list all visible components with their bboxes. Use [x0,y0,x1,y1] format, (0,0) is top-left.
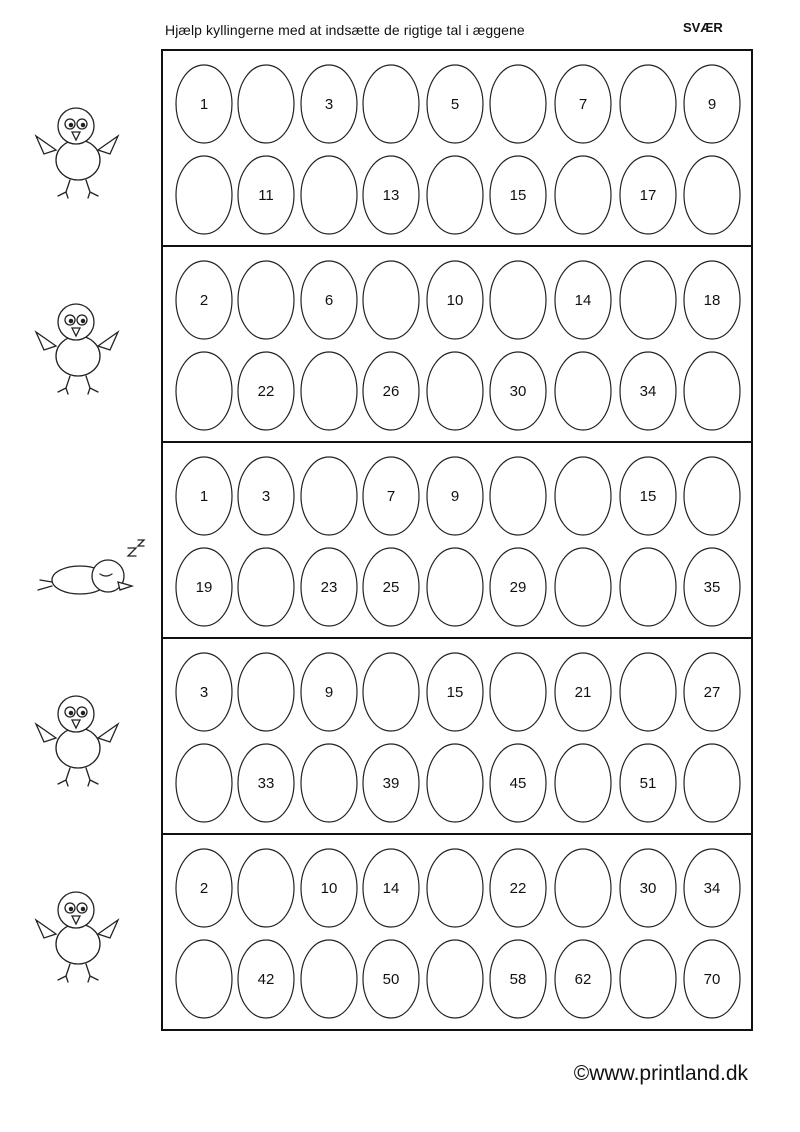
egg-outline [620,653,676,731]
egg-number: 14 [574,292,592,309]
number-egg [684,653,740,731]
egg-outline [684,457,740,535]
empty-egg[interactable] [684,156,740,234]
number-egg [238,744,294,822]
egg-outline [176,744,232,822]
empty-egg[interactable] [427,849,483,927]
egg-number: 30 [639,880,657,897]
egg-outline [490,457,546,535]
egg-outline [238,65,294,143]
number-egg [238,940,294,1018]
egg-number: 22 [509,880,527,897]
number-egg [684,261,740,339]
empty-egg[interactable] [490,653,546,731]
empty-egg[interactable] [301,744,357,822]
chick-icon [36,108,118,198]
egg-number: 14 [382,880,400,897]
egg-outline [555,849,611,927]
egg-outline [363,261,419,339]
egg-number: 30 [509,383,527,400]
number-egg [176,457,232,535]
egg-outline [620,548,676,626]
chick-icon [36,892,118,982]
number-egg [555,653,611,731]
number-egg [490,352,546,430]
number-egg [301,548,357,626]
egg-number: 21 [574,684,592,701]
number-egg [176,849,232,927]
number-egg [427,261,483,339]
empty-egg[interactable] [238,65,294,143]
egg-number: 17 [639,187,657,204]
egg-outline [684,352,740,430]
number-egg [427,65,483,143]
empty-egg[interactable] [490,457,546,535]
chick-illustrations [36,108,144,982]
empty-egg[interactable] [490,65,546,143]
egg-outline [427,744,483,822]
egg-outline [301,744,357,822]
number-egg [684,940,740,1018]
number-egg [238,352,294,430]
empty-egg[interactable] [555,548,611,626]
empty-egg[interactable] [620,940,676,1018]
egg-number: 15 [446,684,464,701]
egg-outline [620,940,676,1018]
egg-number: 10 [446,292,464,309]
egg-outline [176,940,232,1018]
chick-icon [36,304,118,394]
egg-outline [238,849,294,927]
egg-number: 27 [703,684,721,701]
chick-icon [38,540,144,594]
egg-outline [555,156,611,234]
empty-egg[interactable] [301,156,357,234]
empty-egg[interactable] [684,352,740,430]
egg-number: 35 [703,579,721,596]
number-egg [363,457,419,535]
egg-number: 18 [703,292,721,309]
egg-number: 22 [257,383,275,400]
empty-egg[interactable] [555,156,611,234]
number-egg [363,156,419,234]
number-egg [301,65,357,143]
empty-egg[interactable] [176,156,232,234]
egg-number: 26 [382,383,400,400]
egg-number: 39 [382,775,400,792]
egg-outline [427,849,483,927]
chick-icon [36,696,118,786]
egg-outline [427,156,483,234]
egg-outline [301,352,357,430]
egg-outline [490,653,546,731]
number-egg [427,457,483,535]
egg-number: 19 [195,579,213,596]
egg-outline [363,65,419,143]
empty-egg[interactable] [684,457,740,535]
egg-number: 9 [450,488,460,505]
egg-number: 7 [578,96,588,113]
egg-number: 62 [574,971,592,988]
empty-egg[interactable] [427,940,483,1018]
number-egg [363,352,419,430]
egg-outline [176,352,232,430]
number-egg [238,457,294,535]
empty-egg[interactable] [555,744,611,822]
egg-number: 1 [199,488,209,505]
number-egg [620,352,676,430]
egg-outline [238,548,294,626]
egg-number: 13 [382,187,400,204]
number-egg [490,849,546,927]
number-egg [490,548,546,626]
number-egg [176,548,232,626]
egg-number: 11 [258,187,274,204]
egg-outline [555,457,611,535]
egg-number: 7 [386,488,396,505]
empty-egg[interactable] [427,744,483,822]
empty-egg[interactable] [301,940,357,1018]
egg-number: 45 [509,775,527,792]
egg-number: 3 [324,96,334,113]
copyright-footer: ©www.printland.dk [573,1062,748,1085]
egg-number: 51 [639,775,657,792]
egg-outline [301,156,357,234]
egg-number: 1 [199,96,209,113]
number-egg [363,940,419,1018]
egg-number: 42 [257,971,275,988]
number-egg [684,65,740,143]
egg-number: 70 [703,971,721,988]
empty-egg[interactable] [363,653,419,731]
egg-outline [620,261,676,339]
empty-egg[interactable] [238,548,294,626]
number-egg [301,849,357,927]
empty-egg[interactable] [555,849,611,927]
egg-number: 15 [639,488,657,505]
egg-number: 9 [707,96,717,113]
empty-egg[interactable] [620,548,676,626]
egg-outline [238,653,294,731]
egg-number: 34 [639,383,657,400]
number-egg [490,156,546,234]
number-egg [490,744,546,822]
empty-egg[interactable] [238,261,294,339]
empty-egg[interactable] [620,653,676,731]
empty-egg[interactable] [176,744,232,822]
number-egg [363,548,419,626]
empty-egg[interactable] [620,65,676,143]
egg-number: 2 [199,292,209,309]
egg-number: 9 [324,684,334,701]
number-egg [490,940,546,1018]
egg-number: 58 [509,971,527,988]
number-egg [301,261,357,339]
egg-outline [427,940,483,1018]
number-egg [238,156,294,234]
empty-egg[interactable] [301,457,357,535]
empty-egg[interactable] [301,352,357,430]
egg-number: 10 [320,880,338,897]
empty-egg[interactable] [238,849,294,927]
egg-grid [176,65,740,1018]
empty-egg[interactable] [684,744,740,822]
egg-outline [684,156,740,234]
egg-number: 29 [509,579,527,596]
egg-number: 23 [320,579,338,596]
egg-number: 15 [509,187,527,204]
empty-egg[interactable] [427,352,483,430]
egg-number: 25 [382,579,400,596]
egg-number: 6 [324,292,334,309]
empty-egg[interactable] [238,653,294,731]
difficulty-label: SVÆR [683,20,723,35]
number-egg [555,65,611,143]
egg-outline [555,744,611,822]
empty-egg[interactable] [176,352,232,430]
number-egg [176,653,232,731]
egg-number: 3 [199,684,209,701]
number-egg [176,261,232,339]
number-egg [363,744,419,822]
egg-outline [490,65,546,143]
egg-outline [620,65,676,143]
egg-outline [363,653,419,731]
empty-egg[interactable] [427,156,483,234]
empty-egg[interactable] [176,940,232,1018]
egg-number: 33 [257,775,275,792]
empty-egg[interactable] [490,261,546,339]
number-egg [363,849,419,927]
egg-outline [490,261,546,339]
number-egg [620,156,676,234]
number-egg [684,548,740,626]
egg-number: 2 [199,880,209,897]
egg-outline [555,352,611,430]
number-egg [427,653,483,731]
number-egg [555,261,611,339]
number-egg [620,849,676,927]
egg-number: 34 [703,880,721,897]
egg-number: 3 [261,488,271,505]
empty-egg[interactable] [555,457,611,535]
egg-number: 5 [450,96,460,113]
egg-outline [238,261,294,339]
empty-egg[interactable] [363,65,419,143]
egg-number: 50 [382,971,400,988]
number-egg [176,65,232,143]
number-egg [555,940,611,1018]
egg-outline [684,744,740,822]
egg-outline [427,548,483,626]
empty-egg[interactable] [620,261,676,339]
empty-egg[interactable] [555,352,611,430]
egg-outline [301,457,357,535]
empty-egg[interactable] [427,548,483,626]
egg-outline [555,548,611,626]
egg-outline [176,156,232,234]
egg-outline [301,940,357,1018]
empty-egg[interactable] [363,261,419,339]
number-egg [684,849,740,927]
egg-outline [427,352,483,430]
number-egg [620,457,676,535]
number-egg [620,744,676,822]
number-egg [301,653,357,731]
worksheet-title: Hjælp kyllingerne med at indsætte de rigtige tal i æggene [165,22,525,38]
